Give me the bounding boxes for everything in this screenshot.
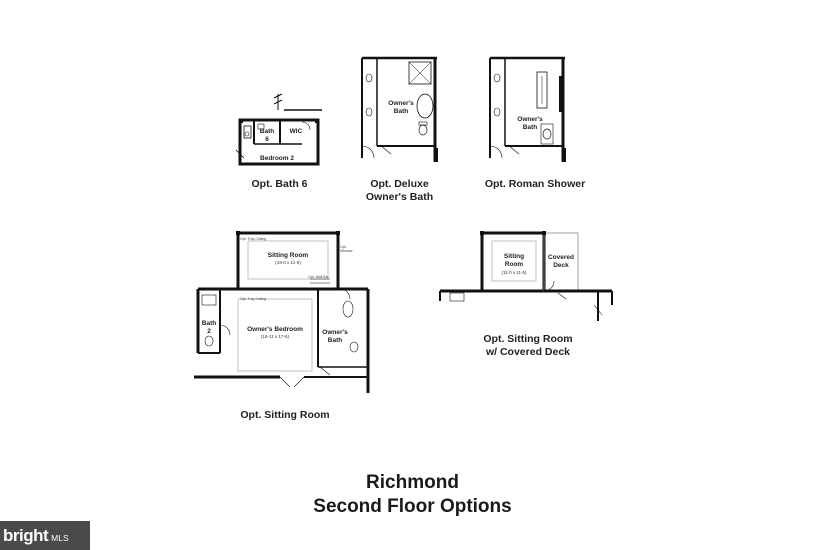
room-label-bath-2: Bath 2: [201, 320, 217, 335]
caption-deluxe-line-2: Owner's Bath: [365, 191, 434, 203]
room-label-sitting-room-deck: Sitting Room: [503, 253, 525, 268]
room-label-owners-bath-roman: Owner's Bath: [517, 116, 543, 131]
room-label-owners-bath-sitting: Owner's Bath: [322, 329, 348, 344]
plan-opt-bath-6: [232, 88, 327, 168]
plan-opt-sitting-room: [190, 225, 380, 395]
caption-opt-bath-6: Opt. Bath 6: [251, 178, 308, 190]
plan-opt-sitting-room-covered-deck: [438, 225, 618, 330]
watermark-suffix: MLS: [51, 533, 69, 543]
dim-label-sitting-room-deck: (11-0 x 11-5): [501, 270, 527, 275]
caption-opt-deluxe-owners-bath: [357, 178, 442, 204]
dim-label-sitting-room: (19-0 x 11-5): [275, 260, 301, 265]
room-label-wic: WIC: [289, 128, 303, 135]
caption-opt-sitting-room-covered-deck: [468, 333, 588, 359]
room-label-bedroom-2: Bedroom 2: [260, 155, 294, 162]
dim-label-owners-bedroom: (16-11 x 17-6): [261, 334, 289, 339]
room-label-covered-deck: Covered Deck: [547, 254, 574, 269]
note-opt-wall-bar: Opt. Wall Bar: [308, 275, 329, 279]
note-opt-tray-ceiling-sitting: Opt. Tray Ceiling: [240, 237, 267, 241]
caption-opt-roman-shower: Opt. Roman Shower: [484, 178, 586, 190]
note-opt-window: Opt. Window: [340, 245, 353, 253]
brightmls-watermark: [0, 521, 90, 550]
page-title-line-1: Richmond: [366, 472, 459, 493]
room-label-bath-6: Bath 6: [259, 128, 275, 143]
caption-deluxe-line-1: Opt. Deluxe: [370, 178, 429, 190]
room-label-owners-bath-deluxe: Owner's Bath: [388, 100, 414, 115]
page-title-line-2: Second Floor Options: [313, 496, 512, 517]
room-label-sitting-room: Sitting Room: [267, 252, 309, 259]
room-label-owners-bedroom: Owner's Bedroom: [247, 326, 303, 333]
watermark-brand: bright: [3, 525, 49, 545]
floorplan-roman-drawing: [485, 50, 570, 170]
plan-opt-roman-shower: [485, 50, 570, 170]
caption-deck-line-2: w/ Covered Deck: [485, 346, 571, 358]
plan-opt-deluxe-owners-bath: [357, 50, 442, 170]
caption-opt-sitting-room: Opt. Sitting Room: [240, 409, 330, 421]
floorplan-deck-drawing: [438, 225, 618, 330]
note-opt-tray-ceiling-bedroom: Opt. Tray Ceiling: [240, 297, 267, 301]
caption-deck-line-1: Opt. Sitting Room: [483, 333, 573, 345]
